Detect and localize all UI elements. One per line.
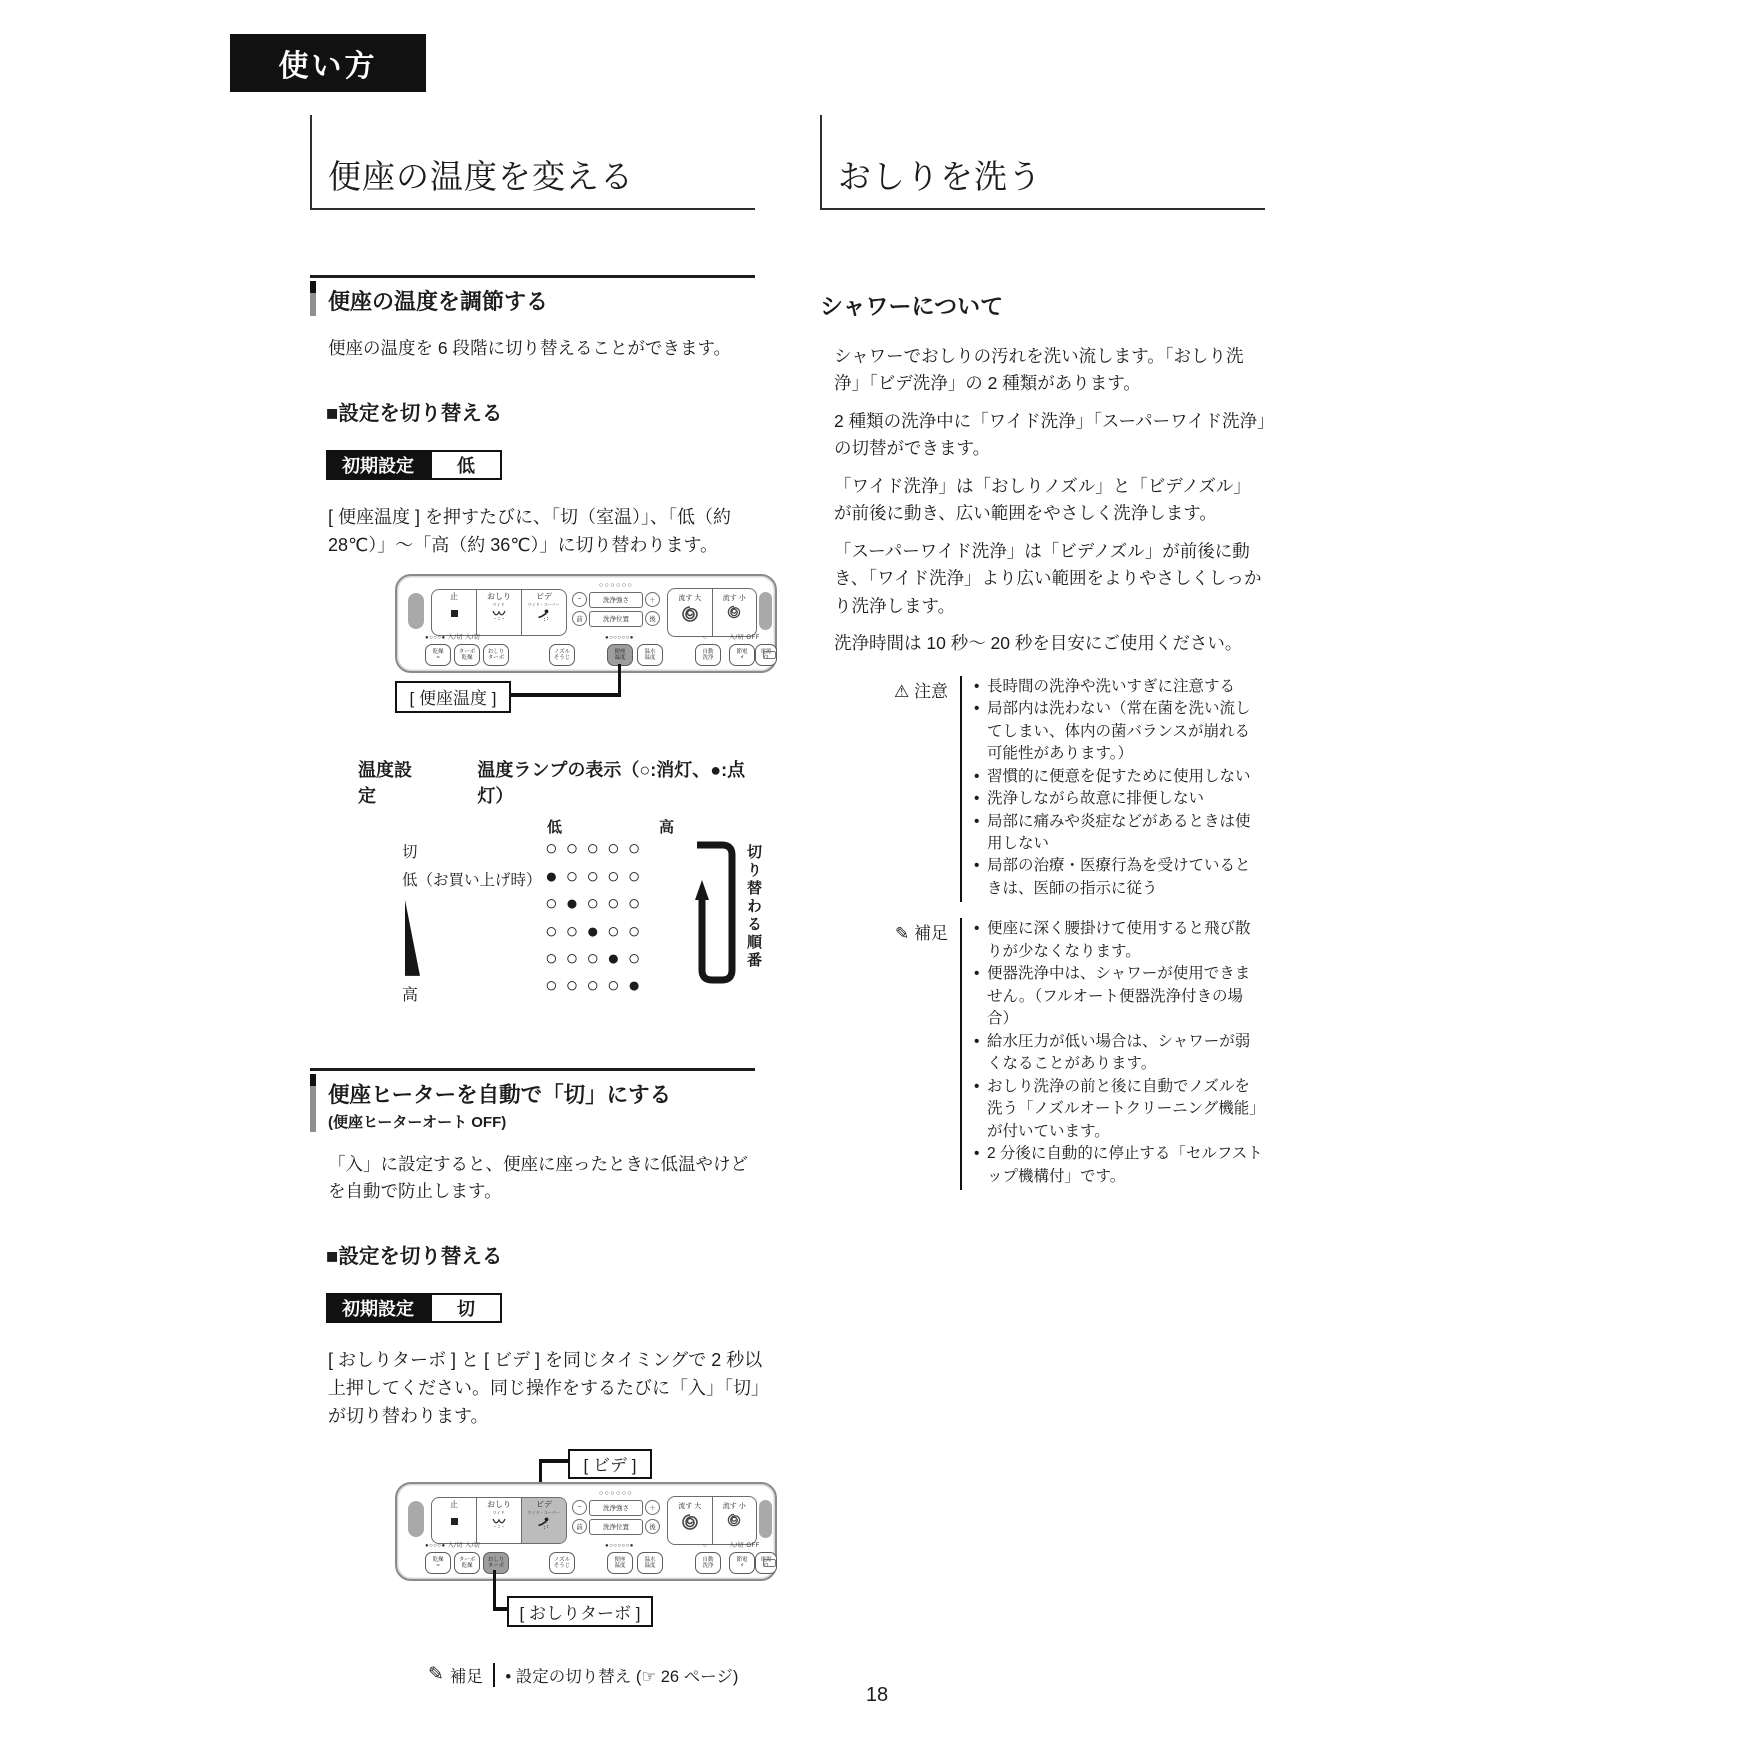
- oshiri-spray-icon: [489, 609, 509, 621]
- shower-heading: シャワーについて: [820, 293, 1004, 319]
- seat-temp-button: 便座 温度: [607, 1552, 633, 1574]
- row-label-low-default: 低（お買い上げ時）: [402, 871, 542, 889]
- supplement-label: ✎ 補足: [895, 924, 948, 944]
- caution-item: • 局部の治療・医療行為を受けているときは、医師の指示に従う: [974, 855, 1265, 900]
- default-setting-value: 低: [430, 450, 502, 480]
- default-setting-label: 初期設定: [326, 450, 430, 480]
- strength-plus-button: ＋: [645, 1500, 660, 1515]
- callout-line: [541, 1459, 568, 1463]
- power-indicator-labels: 入/切 OFF: [729, 634, 760, 641]
- flush-button-group: [667, 588, 757, 637]
- row-label-high: 高: [402, 986, 419, 1004]
- position-back-button: 後: [645, 611, 660, 626]
- nozzle-clean-button: ノズル そうじ: [549, 644, 575, 666]
- flush-small-button: 流す 小: [712, 589, 757, 636]
- lamp-header-high: 高: [659, 818, 675, 836]
- main-button-group: [431, 589, 567, 636]
- main-button-group: [431, 1497, 567, 1544]
- oshiri-turbo-callout: [ おしりターボ ]: [507, 1596, 653, 1627]
- cycle-order-label: 切り替わる順番: [745, 843, 762, 970]
- strength-plus-button: ＋: [645, 592, 660, 607]
- position-label: 洗浄位置: [589, 1519, 643, 1535]
- heading-adjust-seat-temp: [310, 275, 755, 319]
- dryer-button: 乾燥 ≈: [425, 1552, 451, 1574]
- stop-square-icon: [451, 610, 458, 617]
- section-tab: 使い方: [230, 34, 426, 92]
- caution-body: [960, 676, 1265, 903]
- auto-flush-indicator-lamp: ○: [703, 634, 708, 641]
- flush-small-spiral-icon: [726, 1512, 742, 1528]
- position-label: 洗浄位置: [589, 611, 643, 627]
- callout-line: [493, 1570, 496, 1611]
- position-back-button: 後: [645, 1519, 660, 1534]
- strength-minus-button: −: [572, 1500, 587, 1515]
- panel-illustration-1: [310, 574, 770, 726]
- power-button: 電源 ⏻: [755, 644, 777, 666]
- remote-panel: [395, 574, 777, 673]
- paragraph: シャワーでおしりの汚れを洗い流します。「おしり洗浄」「ビデ洗浄」の 2 種類があります。: [834, 346, 1244, 394]
- flush-button-group: [667, 1496, 757, 1545]
- temperature-lamp-diagram: [310, 816, 770, 1024]
- seat-temp-indicator-lamps: ●○○○○○●: [605, 634, 634, 641]
- temperature-wedge-icon: [405, 900, 420, 976]
- wash-adjust-group: [572, 582, 660, 627]
- sec2-intro: 「入」に設定すると、便座に座ったときに低温やけどを自動で防止します。: [328, 1153, 748, 1202]
- caution-item: • 局部に痛みや炎症などがあるときは使用しない: [974, 811, 1265, 856]
- lamp-table-caption: 温度設定 温度ランプの表示（○:消灯、●:点灯）: [358, 759, 746, 806]
- heading-seat-heater-auto-off: 便座ヒーターを自動で「切」にする (便座ヒーターオート OFF): [310, 1068, 755, 1135]
- pencil-icon: ✎: [895, 924, 910, 944]
- water-temp-button: 温水 温度: [637, 1552, 663, 1574]
- battery-indicator: [763, 1559, 776, 1567]
- seat-temp-callout: [ 便座温度 ]: [395, 681, 511, 713]
- flush-big-spiral-icon: [680, 1512, 700, 1532]
- default-setting-value: 切: [430, 1293, 502, 1323]
- auto-flush-button: 自動 洗浄: [695, 1552, 721, 1574]
- eco-button: 節電 ⚡: [729, 1552, 755, 1574]
- dryer-indicator-lamps: ●○○○● 入/切 入/切: [425, 1542, 481, 1549]
- sec2-body: [ おしりターボ ] と [ ビデ ] を同じタイミングで 2 秒以上押してください。同じ操作をするたびに「入」「切」が切り替わります。: [328, 1350, 763, 1426]
- sec2-switch-heading: ■設定を切り替える: [326, 1245, 503, 1269]
- right-page-title: おしりを洗う: [820, 115, 1265, 210]
- position-front-button: 前: [572, 611, 587, 626]
- strength-lamps: ○○○○○○: [598, 1489, 634, 1497]
- dryer-indicator-lamps: ●○○○● 入/切 入/切: [425, 634, 481, 641]
- water-temp-button: 温水 温度: [637, 644, 663, 666]
- left-column: [310, 115, 770, 1687]
- bide-spray-icon: [534, 1517, 554, 1529]
- nozzle-clean-button: ノズル そうじ: [549, 1552, 575, 1574]
- oshiri-turbo-button: おしり ターボ: [483, 644, 509, 666]
- wash-adjust-group: [572, 1490, 660, 1535]
- oshiri-button: おしり ワイド: [476, 590, 521, 635]
- turbo-dryer-button: ターボ 乾燥: [454, 1552, 480, 1574]
- panel-left-grip: [408, 593, 424, 629]
- flush-big-button: 流す 大: [668, 1497, 712, 1544]
- bide-button: ビデ ワイド・スーパー: [521, 1498, 566, 1543]
- flush-small-button: 流す 小: [712, 1497, 757, 1544]
- power-button: 電源 ⏻: [755, 1552, 777, 1574]
- power-indicator-labels: 入/切 OFF: [729, 1542, 760, 1549]
- dryer-button: 乾燥 ≈: [425, 644, 451, 666]
- supplement-item: • おしり洗浄の前と後に自動でノズルを洗う「ノズルオートクリーニング機能」が付いています。: [974, 1076, 1265, 1143]
- remote-panel: [395, 1482, 777, 1581]
- left-page-title: 便座の温度を変える: [310, 115, 755, 210]
- auto-flush-button: 自動 洗浄: [695, 644, 721, 666]
- default-setting-label: 初期設定: [326, 1293, 430, 1323]
- caution-item: • 長時間の洗浄や洗いすぎに注意する: [974, 676, 1265, 698]
- paragraph: 洗浄時間は 10 秒〜 20 秒を目安にご使用ください。: [834, 633, 1243, 654]
- lamp-row: ○○●○○: [545, 919, 649, 943]
- panel-right-grip: [759, 592, 772, 630]
- seat-temp-indicator-lamps: ●○○○○○●: [605, 1542, 634, 1549]
- callout-line: [493, 1607, 507, 1611]
- lamp-header-low: 低: [547, 818, 563, 836]
- flush-big-spiral-icon: [680, 604, 700, 624]
- panel-right-grip: [759, 1500, 772, 1538]
- lamp-row: ○●○○○: [545, 891, 649, 915]
- cycle-arrow-icon: [695, 836, 741, 991]
- supplement-note: ✎ 補足 • 設定の切り替え (☞ 26 ページ): [428, 1664, 739, 1686]
- caution-item: • 洗浄しながら故意に排便しない: [974, 788, 1265, 810]
- bide-callout: [ ビデ ]: [568, 1449, 652, 1479]
- stop-square-icon: [451, 1518, 458, 1525]
- flush-big-button: 流す 大: [668, 589, 712, 636]
- supplement-body: [960, 918, 1265, 1190]
- lamp-row: ○○○○●: [545, 973, 649, 997]
- battery-indicator: [763, 651, 776, 659]
- supplement-item: • 便器洗浄中は、シャワーが使用できません。（フルオート便器洗浄付きの場合）: [974, 963, 1265, 1030]
- supplement-item: • 2 分後に自動的に停止する「セルフストップ機構付」です。: [974, 1143, 1265, 1188]
- seat-temp-button: 便座 温度: [607, 644, 633, 666]
- lamp-row: ○○○○○: [545, 836, 649, 860]
- caution-label: ⚠ 注意: [894, 681, 948, 701]
- strength-label: 洗浄強さ: [589, 1500, 643, 1516]
- caution-item: • 習慣的に便意を促すために使用しない: [974, 766, 1265, 788]
- strength-lamps: ○○○○○○: [598, 581, 634, 589]
- stop-button: 止: [432, 1498, 476, 1543]
- oshiri-spray-icon: [489, 1517, 509, 1529]
- eco-button: 節電 ⚡: [729, 644, 755, 666]
- right-column: [820, 115, 1265, 1190]
- bide-spray-icon: [534, 609, 554, 621]
- supplement-block: [820, 918, 1265, 1190]
- default-setting-badge: [326, 450, 502, 480]
- warning-icon: ⚠: [894, 681, 910, 701]
- strength-minus-button: −: [572, 592, 587, 607]
- flush-small-spiral-icon: [726, 604, 742, 620]
- paragraph: 「スーパーワイド洗浄」は「ビデノズル」が前後に動き、「ワイド洗浄」より広い範囲をよりやさしくしっかり洗浄します。: [834, 540, 1262, 616]
- pencil-icon: ✎: [428, 1664, 444, 1686]
- panel-illustration-2: [310, 1449, 770, 1637]
- caution-block: [820, 676, 1265, 903]
- default-setting-badge: [326, 1293, 502, 1323]
- paragraph: 2 種類の洗浄中に「ワイド洗浄」「スーパーワイド洗浄」の切替ができます。: [834, 410, 1266, 459]
- oshiri-turbo-button: おしり ターボ: [483, 1552, 509, 1574]
- stop-button: 止: [432, 590, 476, 635]
- paragraph: 「ワイド洗浄」は「おしりノズル」と「ビデノズル」が前後に動き、広い範囲をやさしく洗浄します。: [834, 475, 1251, 524]
- caution-item: • 局部内は洗わない（常在菌を洗い流してしまい、体内の菌バランスが崩れる可能性があります。）: [974, 698, 1265, 765]
- row-label-off: 切: [402, 843, 418, 861]
- position-front-button: 前: [572, 1519, 587, 1534]
- auto-flush-indicator-lamp: ○: [703, 1542, 708, 1549]
- lamp-row: ●○○○○: [545, 864, 649, 888]
- callout-line: [505, 693, 620, 697]
- supplement-item: • 便座に深く腰掛けて使用すると飛び散りが少なくなります。: [974, 918, 1265, 963]
- sec1-switch-heading: ■設定を切り替える: [326, 402, 503, 426]
- supplement-item: • 給水圧力が低い場合は、シャワーが弱くなることがあります。: [974, 1031, 1265, 1076]
- strength-label: 洗浄強さ: [589, 592, 643, 608]
- bide-button: ビデ ワイド・スーパー: [521, 590, 566, 635]
- panel-left-grip: [408, 1501, 424, 1537]
- lamp-row: ○○○●○: [545, 946, 649, 970]
- turbo-dryer-button: ターボ 乾燥: [454, 644, 480, 666]
- page-number: 18: [865, 1684, 889, 1706]
- sec1-body: [ 便座温度 ] を押すたびに、「切（室温）」、「低（約 28℃）」〜「高（約 36℃）」に切り替わります。: [328, 507, 732, 556]
- sec1-intro: 便座の温度を 6 段階に切り替えることができます。: [328, 338, 732, 358]
- heading-text: 便座の温度を調節する: [328, 289, 549, 314]
- oshiri-button: おしり ワイド: [476, 1498, 521, 1543]
